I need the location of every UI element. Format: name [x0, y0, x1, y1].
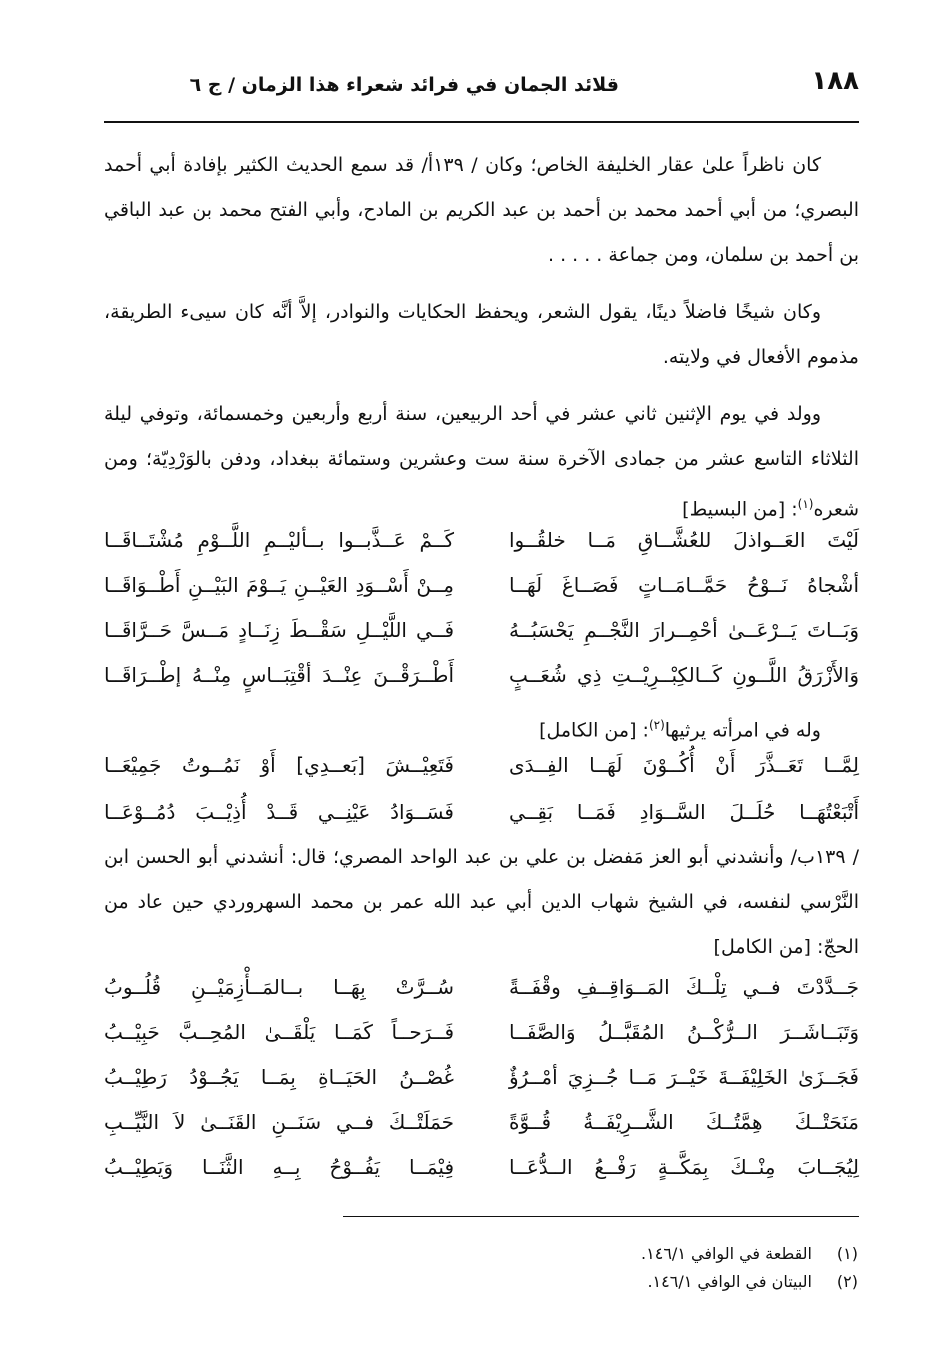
verse-second-hemistich: غُصْــنُ الحَيَــاةِ بِمَــا يَجُــوْدُ رَطِيْــبُ — [104, 1065, 454, 1089]
verse-first-hemistich: فَجَــزَىٰ الخَلِيْفَــةَ خَيْــرَ مَــا جُــزِيَ أمْــرُؤٌ — [509, 1065, 859, 1089]
verse-second-hemistich: كَــمْ عَــذَّبــوا بــأليْــمِ اللَّــوْمِ مُشْتَــاقَــا — [104, 528, 454, 552]
footnote-ref-2: (٢) — [648, 718, 665, 732]
footnote-ref-1: (١) — [797, 497, 814, 511]
page-number: ١٨٨ — [811, 66, 859, 96]
meter-label-kamil-2: [من الكامل] — [713, 936, 811, 958]
verse-first-hemistich: لِيُجَــابَ مِنْــكَ بِمَكَّــةٍ رَفْــعُ الــدُّعَــا — [509, 1155, 859, 1179]
footnote-1 — [641, 1244, 858, 1263]
paragraph-1: كان ناظراً علىٰ عقار الخليفة الخاص؛ وكان / ١٣٩أ/ قد سمع الحديث الكثير بإفادة أبي أحمد البصري؛ من أبي أحمد محمد بن أحمد بن عبد الكريم بن المادح، وأبي الفتح محمد بن عبد الباقي بن أحمد بن سلمان، ومن جماعة . . . . . — [104, 154, 859, 266]
verse-second-hemistich: فَــي اللَّيْــلِ سَقْــطَ زِنَــادٍ مَــسَّ حَــرَّاقَــا — [104, 618, 454, 642]
paragraph-3 — [104, 392, 859, 532]
poem3-verse — [104, 965, 859, 1010]
poem1-verse — [104, 518, 859, 563]
meter-label-basit: : [من البسيط] — [682, 498, 798, 521]
footnote-text: البيتان في الوافي ١٤٦/١. — [647, 1272, 812, 1291]
paragraph-3-text: وولد في يوم الإثنين ثاني عشر في أحد الربيعين، سنة أربع وأربعين وخمسمائة، وتوفي ليلة الثلاثاء التاسع عشر من جمادى الآخرة سنة ست وعشرين وستمائة ببغداد، ودفن بالوَرْدِيّة؛ ومن شعره — [104, 403, 859, 521]
page-header — [104, 64, 859, 104]
verse-second-hemistich: سُــرَّتْ بِهَــا بــالمَــأْزِمَيْــنِ قُلُــوبُ — [104, 975, 454, 999]
verse-first-hemistich: مَنَحَتْــكَ هِمَّتُــكَ الشَّــرِيْفَــةُ قُــوَّةً — [509, 1110, 859, 1134]
footnote-number: (٢) — [836, 1272, 858, 1291]
poem3-verse — [104, 1100, 859, 1145]
paragraph-4-text: وله في امرأته يرثيها — [664, 719, 821, 742]
footnote-2 — [647, 1272, 858, 1291]
poem2-verse — [104, 743, 859, 788]
verse-first-hemistich: وَبَــاتَ يَــرْعَــىٰ أحْمِــرارَ النَّجْــمِ يَحْسَبُــهُ — [509, 618, 859, 642]
paragraph-2: وكان شيخًا فاضلاً دينًا، يقول الشعر، ويحفظ الحكايات والنوادر، إلاَّ أنَّه كان سيىء الطريقة، مذموم الأفعال في ولايته. — [104, 301, 859, 368]
verse-second-hemistich: فَتَعِيْــشَ [بَعــدِي] أَوْ نَمُــوتُ جَمِيْعَــا — [104, 753, 454, 777]
poem1-verse — [104, 653, 859, 698]
poem3-verse — [104, 1010, 859, 1055]
verse-second-hemistich: مِــنْ أَسْــوَدِ العَيْــنِ يَــوْمَ البَيْــنِ أَطْــوَاقَــا — [104, 573, 454, 597]
verse-second-hemistich: فِيْمَــا يَفُــوْحُ بِــهِ الثَّنَــا وَيَطِيْــبُ — [104, 1155, 454, 1179]
running-title: قلائد الجمان في فرائد شعراء هذا الزمان / ج ٦ — [189, 74, 619, 96]
poem1-verse — [104, 608, 859, 653]
verse-second-hemistich: حَمَلَتْــكَ فــي سَنَــنِ القَنَــىٰ لاَ النَّيِّــبِ — [104, 1110, 454, 1134]
verse-first-hemistich: جَــدَّدْتَ فــي تِلْــكَ المَــوَاقِــفِ وقْفَــةً — [509, 975, 859, 999]
verse-first-hemistich: لِمَّــا تَعَــذَّرَ أَنْ أُكُــوْنَ لَهَــا الفِــدَى — [509, 753, 859, 777]
verse-first-hemistich: وَتَبَــاشَــرَ الــرُّكْــنُ المُقَبَّــلُ وَالصَّفَــا — [509, 1020, 859, 1044]
poem3-verse — [104, 1055, 859, 1100]
footnote-number: (١) — [836, 1244, 858, 1263]
meter-label-kamil: : [من الكامل] — [539, 719, 649, 742]
header-rule — [104, 121, 859, 123]
footnote-rule — [343, 1216, 859, 1217]
verse-second-hemistich: فَــرَحــاً كَمَــا يَلْقَــىٰ المُحِــبَّ حَبِيْــبُ — [104, 1020, 454, 1044]
poem2-verse — [104, 790, 859, 835]
paragraph-5 — [104, 835, 859, 970]
footnote-text: القطعة في الوافي ١٤٦/١. — [641, 1244, 812, 1263]
verse-second-hemistich: فَسَــوَادُ عَيْنِــي قَــدْ أُذِيْــبَ دُمُــوْعَــا — [104, 800, 454, 824]
poem3-verse — [104, 1145, 859, 1190]
poem1-verse — [104, 563, 859, 608]
verse-second-hemistich: أَطْــرَقْــنَ عِنْــدَ أقْتِبَــاسٍ مِنْــهُ إطْــرَاقَــا — [104, 663, 454, 687]
verse-first-hemistich: وَالأَزْرَقُ اللَّــونِ كَــالكِبْــرِيْــتِ ذِي شُعَــبٍ — [509, 663, 859, 687]
verse-first-hemistich: أَتْبَعْتُهَــا حُلَــلَ السَّــوَادِ فَمَــا بَقِــي — [509, 800, 859, 824]
verse-first-hemistich: لَيْتَ العَــواذلَ للعُشَّــاقِ مَــا خلقُــوا — [509, 528, 859, 552]
paragraph-5-text: / ١٣٩ب/ وأنشدني أبو العز مَفضل بن علي بن عبد الواحد المصري؛ قال: أنشدني أبو الحسن ابن النَّرْسي لنفسه، في الشيخ شهاب الدين أبي عبد الله عمر بن محمد السهروردي حين عاد من الحجّ: — [104, 846, 859, 958]
verse-first-hemistich: أشْجاهُ نَــوْحُ حَمَّــامَــاتٍ فَصَــاغَ لَهَــا — [509, 573, 859, 597]
